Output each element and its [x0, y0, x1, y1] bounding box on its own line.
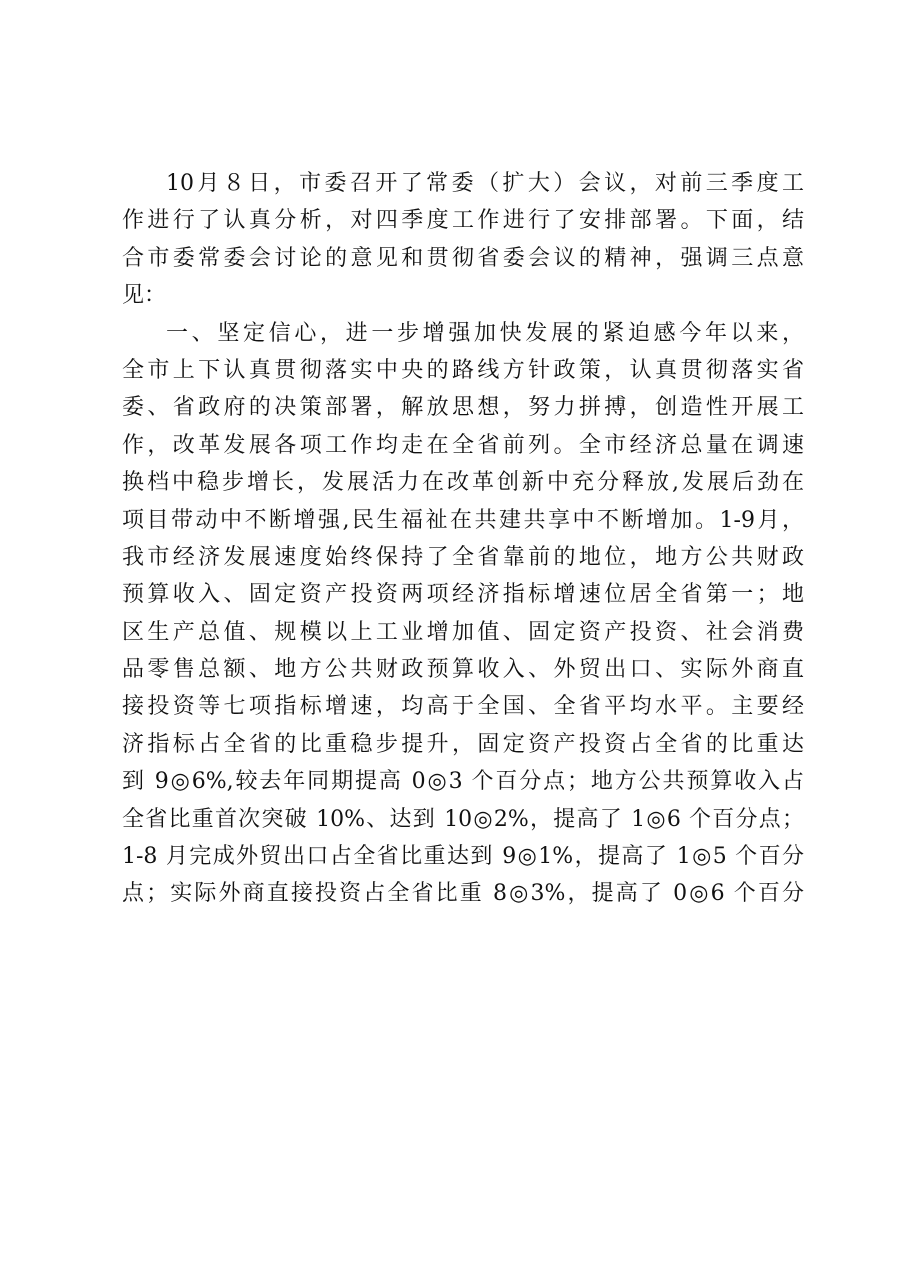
text-line: 全省比重首次突破 10%、达到 10◎2%，提高了 1◎6 个百分点；: [122, 806, 804, 832]
text-line: 点；实际外商直接投资占全省比重 8◎3%，提高了 0◎6 个百分: [122, 881, 804, 907]
text-line: 换档中稳步增长，发展活力在改革创新中充分释放,发展后劲在: [122, 470, 804, 496]
text-line: 作进行了认真分析，对四季度工作进行了安排部署。下面，结: [122, 208, 804, 234]
text-line: 区生产总值、规模以上工业增加值、固定资产投资、社会消费: [122, 619, 804, 645]
text-line: 到 9◎6%,较去年同期提高 0◎3 个百分点；地方公共预算收入占: [122, 769, 804, 795]
text-line: 项目带动中不断增强,民生福祉在共建共享中不断增加。1-9月，: [122, 507, 804, 533]
text-line: 1-8 月完成外贸出口占全省比重达到 9◎1%，提高了 1◎5 个百分: [122, 844, 804, 870]
text-line: 委、省政府的决策部署，解放思想，努力拼搏，创造性开展工: [122, 395, 804, 421]
text-line: 全市上下认真贯彻落实中央的路线方针政策，认真贯彻落实省: [122, 357, 804, 383]
text-line: 一、坚定信心，进一步增强加快发展的紧迫感今年以来，: [166, 320, 804, 346]
text-line: 品零售总额、地方公共财政预算收入、外贸出口、实际外商直: [122, 657, 804, 683]
text-line: 见：: [122, 283, 167, 309]
text-line: 我市经济发展速度始终保持了全省靠前的地位，地方公共财政: [122, 544, 804, 570]
text-line: 合市委常委会讨论的意见和贯彻省委会议的精神，强调三点意: [122, 245, 804, 271]
text-line: 预算收入、固定资产投资两项经济指标增速位居全省第一；地: [122, 582, 804, 608]
text-line: 接投资等七项指标增速，均高于全国、全省平均水平。主要经: [122, 694, 804, 720]
text-line: 10月８日，市委召开了常委（扩大）会议，对前三季度工: [166, 171, 804, 196]
text-line: 济指标占全省的比重稳步提升，固定资产投资占全省的比重达: [122, 731, 804, 757]
document-body: [122, 165, 804, 913]
text-line: 作，改革发展各项工作均走在全省前列。全市经济总量在调速: [122, 432, 804, 458]
